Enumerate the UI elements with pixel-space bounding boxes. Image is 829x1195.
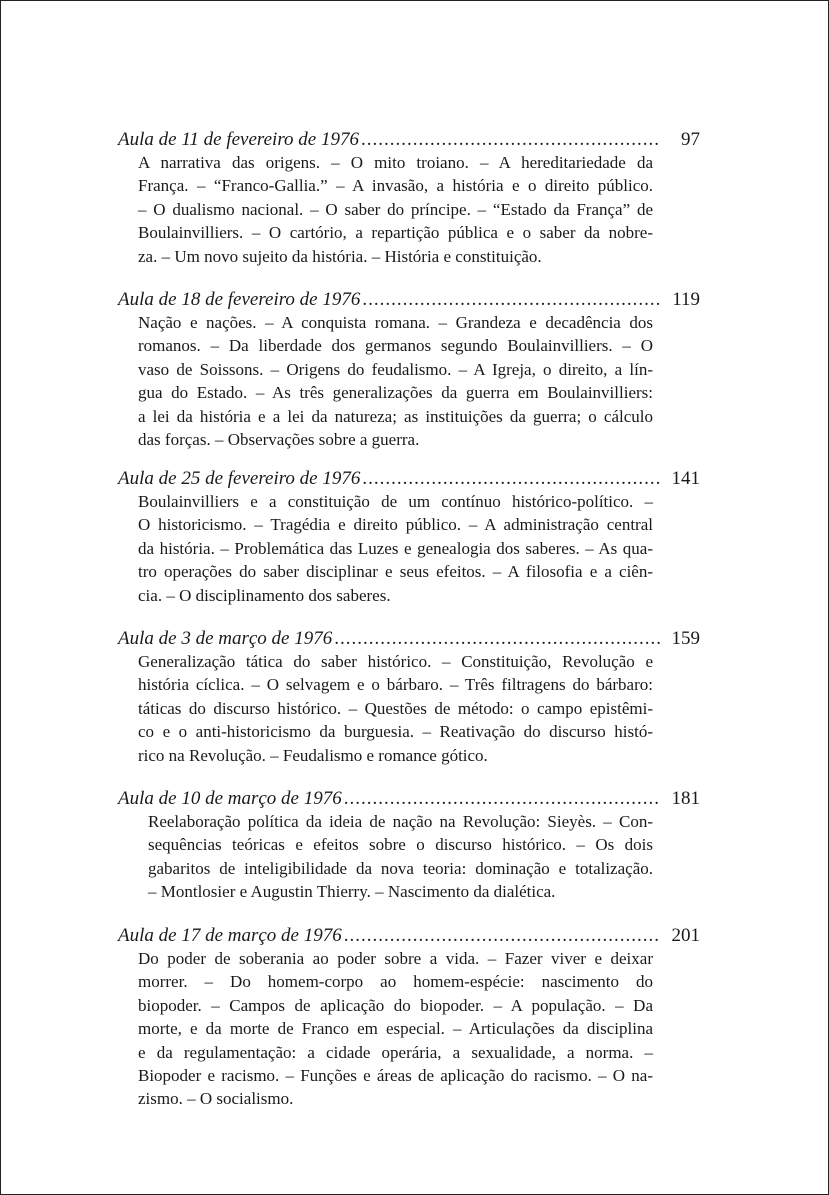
toc-entry bbox=[118, 288, 700, 451]
summary-line: Boulainvilliers. – O cartório, a repartição pública e o saber da nobre- bbox=[138, 223, 653, 243]
lecture-title: Aula de 18 de fevereiro de 1976 bbox=[118, 289, 361, 310]
summary-line: táticas do discurso histórico. – Questões de método: o campo epistêmi- bbox=[138, 698, 653, 718]
summary-line: za. – Um novo sujeito da história. – História e constituição. bbox=[138, 246, 542, 266]
lecture-summary bbox=[138, 490, 653, 607]
summary-line: e da regulamentação: a cidade operária, a sexualidade, a norma. – bbox=[138, 1042, 653, 1062]
summary-line: tro operações do saber disciplinar e seus efeitos. – A filosofia e a ciên- bbox=[138, 562, 653, 582]
page-number: 181 bbox=[671, 788, 700, 809]
toc-entry-heading[interactable] bbox=[118, 787, 700, 810]
summary-line: biopoder. – Campos de aplicação do biopoder. – A população. – Da bbox=[138, 995, 653, 1015]
toc-entry-heading[interactable] bbox=[118, 924, 700, 947]
summary-line: A narrativa das origens. – O mito troiano. – A hereditariedade da bbox=[138, 153, 653, 172]
toc-entry-heading[interactable] bbox=[118, 627, 700, 650]
lecture-title: Aula de 3 de março de 1976 bbox=[118, 628, 333, 649]
dot-leader bbox=[361, 128, 660, 151]
summary-line: cia. – O disciplinamento dos saberes. bbox=[138, 585, 391, 605]
dot-leader bbox=[344, 787, 660, 810]
dot-leader bbox=[362, 467, 660, 490]
toc-entry-heading[interactable] bbox=[118, 288, 700, 311]
toc-entry bbox=[118, 924, 700, 1111]
page-number: 159 bbox=[671, 628, 700, 649]
summary-line: morrer. – Do homem-corpo ao homem-espécie: nascimento do bbox=[138, 972, 653, 992]
summary-line: O historicismo. – Tragédia e direito público. – A administração central bbox=[138, 515, 653, 535]
lecture-title: Aula de 11 de fevereiro de 1976 bbox=[118, 129, 359, 150]
lecture-summary bbox=[138, 947, 653, 1111]
summary-line: rico na Revolução. – Feudalismo e romance gótico. bbox=[138, 745, 488, 765]
page-number: 201 bbox=[671, 925, 700, 946]
summary-line: gua do Estado. – As três generalizações da guerra em Boulainvilliers: bbox=[138, 383, 653, 403]
dot-leader bbox=[362, 288, 660, 311]
summary-line: Boulainvilliers e a constituição de um contínuo histórico-político. – bbox=[138, 492, 653, 511]
toc-entry bbox=[118, 467, 700, 607]
toc-entry-heading[interactable] bbox=[118, 467, 700, 490]
summary-line: romanos. – Da liberdade dos germanos segundo Boulainvilliers. – O bbox=[138, 336, 653, 356]
lecture-title: Aula de 25 de fevereiro de 1976 bbox=[118, 468, 361, 489]
summary-line: sequências teóricas e efeitos sobre o discurso histórico. – Os dois bbox=[148, 835, 653, 855]
summary-line: a lei da história e a lei da natureza; as instituições da guerra; o cálculo bbox=[138, 406, 653, 426]
dot-leader bbox=[334, 627, 660, 650]
dot-leader bbox=[344, 924, 660, 947]
lecture-title: Aula de 10 de março de 1976 bbox=[118, 788, 342, 809]
toc-entry bbox=[118, 627, 700, 767]
lecture-summary bbox=[138, 151, 653, 268]
summary-line: Do poder de soberania ao poder sobre a vida. – Fazer viver e deixar bbox=[138, 949, 653, 968]
summary-line: – O dualismo nacional. – O saber do príncipe. – “Estado da França” de bbox=[138, 199, 653, 219]
summary-line: França. – “Franco-Gallia.” – A invasão, a história e o direito público. bbox=[138, 176, 653, 196]
lecture-summary bbox=[138, 650, 653, 767]
toc-entry bbox=[118, 787, 700, 904]
page-number: 97 bbox=[681, 129, 700, 150]
summary-line: história cíclica. – O selvagem e o bárbaro. – Três filtragens do bárbaro: bbox=[138, 675, 653, 695]
summary-line: Reelaboração política da ideia de nação na Revolução: Sieyès. – Con- bbox=[148, 812, 653, 831]
lecture-title: Aula de 17 de março de 1976 bbox=[118, 925, 342, 946]
summary-line: gabaritos de inteligibilidade da nova teoria: dominação e totalização. bbox=[148, 858, 653, 878]
summary-line: – Montlosier e Augustin Thierry. – Nascimento da dialética. bbox=[148, 882, 556, 902]
lecture-summary bbox=[138, 311, 653, 451]
summary-line: co e o anti-historicismo da burguesia. – Reativação do discurso histó- bbox=[138, 722, 653, 742]
summary-line: zismo. – O socialismo. bbox=[138, 1089, 294, 1109]
page-number: 119 bbox=[672, 289, 700, 310]
toc-entry bbox=[118, 128, 700, 268]
summary-line: Biopoder e racismo. – Funções e áreas de aplicação do racismo. – O na- bbox=[138, 1066, 653, 1086]
summary-line: Nação e nações. – A conquista romana. – Grandeza e decadência dos bbox=[138, 313, 653, 332]
summary-line: da história. – Problemática das Luzes e genealogia dos saberes. – As qua- bbox=[138, 538, 653, 558]
summary-line: vaso de Soissons. – Origens do feudalismo. – A Igreja, o direito, a lín- bbox=[138, 359, 653, 379]
lecture-summary bbox=[148, 810, 653, 904]
summary-line: Generalização tática do saber histórico. – Constituição, Revolução e bbox=[138, 652, 653, 671]
page-number: 141 bbox=[671, 468, 700, 489]
summary-line: morte, e da morte de Franco em especial. – Articulações da disciplina bbox=[138, 1019, 653, 1039]
summary-line: das forças. – Observações sobre a guerra. bbox=[138, 430, 420, 450]
toc-entry-heading[interactable] bbox=[118, 128, 700, 151]
